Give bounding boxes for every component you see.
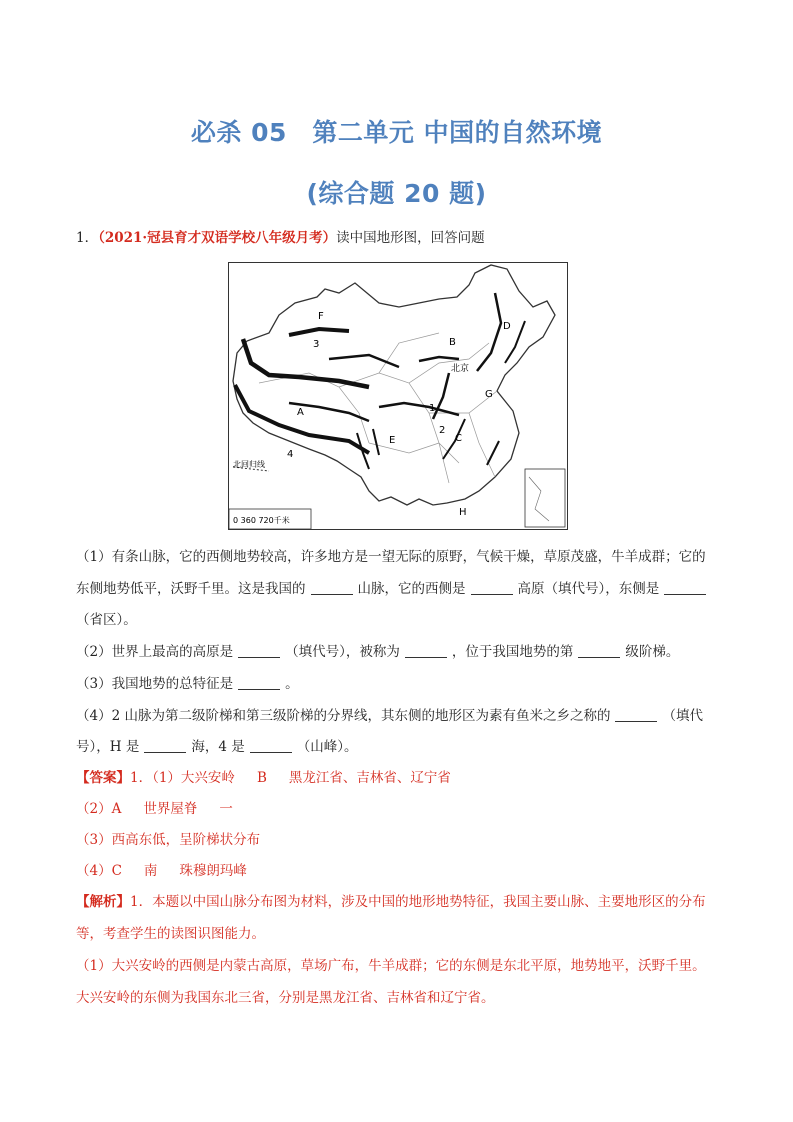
q4-text-e: （山峰）。 [296,739,358,755]
blank-field[interactable] [238,643,280,658]
map-label-2: 2 [439,425,446,436]
map-label-F: F [318,311,324,322]
blank-field[interactable] [250,738,292,753]
q1-text-a: 东侧地势低平，沃野千里。这是我国的 [76,581,306,597]
blank-field[interactable] [578,643,620,658]
answer-text: （2）A [76,801,122,817]
q4-text-a: （4）2 山脉为第二级阶梯和第三级阶梯的分界线，其东侧的地形区为素有鱼米之乡之称的 [76,708,611,724]
answer-text: 世界屋脊 [143,801,198,817]
answer-text: 珠穆朗玛峰 [179,863,247,879]
question-source: （2021·冠县育才双语学校八年级月考） [98,230,337,246]
blank-field[interactable] [405,643,447,658]
analysis-line1 [76,892,706,912]
map-label-3: 3 [313,339,320,350]
map-label-4: 4 [287,449,294,460]
q3-text-b: 。 [285,676,299,692]
q4-text-b: （填代 [662,708,703,724]
q2-text-a: （2）世界上最高的高原是 [76,644,234,660]
map-label-1: 1 [429,403,436,414]
answer-text: （4）C [76,863,122,879]
blank-field[interactable] [311,580,353,595]
analysis-line4: 大兴安岭的东侧为我国东北三省，分别是黑龙江省、吉林省和辽宁省。 [76,990,495,1006]
map-label-C: C [455,433,462,444]
blank-field[interactable] [238,675,280,690]
q1-line3: （省区）。 [76,612,137,628]
china-terrain-map [228,262,568,530]
answer-text: 南 [143,863,158,879]
answer-line2 [76,799,233,819]
analysis-line3: （1）大兴安岭的西侧是内蒙古高原，草场广布，牛羊成群；它的东侧是东北平原，地势地平，沃野千里。 [76,958,706,974]
blank-field[interactable] [664,580,706,595]
answer-tag: 【答案】 [76,770,130,786]
question-header [76,228,485,248]
question-number: 1． [76,230,99,246]
answer-text: 1．（1）大兴安岭 [130,770,235,786]
blank-field[interactable] [615,707,657,722]
q3-text-a: （3）我国地势的总特征是 [76,676,234,692]
answer-text: 一 [219,801,233,817]
map-label-G: G [485,389,493,400]
map-label-B: B [449,337,456,348]
map-label-beijing: 北京 [451,364,470,374]
answer-line4 [76,861,247,881]
question-prompt: 读中国地形图，回答问题 [336,230,485,246]
answer-line1 [76,768,451,788]
blank-field[interactable] [471,580,513,595]
q2-text-d: 级阶梯。 [625,644,680,660]
map-label-A: A [297,407,304,418]
q4-line1 [76,706,703,726]
q4-text-d: 海，4 是 [191,739,245,755]
map-label-H: H [459,507,467,518]
map-label-D: D [503,321,511,332]
page-title: 必杀 05 第二单元 中国的自然环境 [190,118,603,147]
page-subtitle: (综合题 20 题) [306,179,487,208]
answer-line3: （3）西高东低，呈阶梯状分布 [76,832,261,848]
analysis-text: 1．本题以中国山脉分布图为材料，涉及中国的地形地势特征，我国主要山脉、主要地形区的分布 [130,894,706,910]
q1-line1: （1）有条山脉，它的西侧地势较高，许多地方是一望无际的原野，气候干燥，草原茂盛，牛羊成群；它的 [76,549,706,565]
q2-text-c: ，位于我国地势的第 [451,644,574,660]
map-scale: 0 360 720千米 [233,516,290,525]
q1-text-b: 山脉，它的西侧是 [357,581,466,597]
answer-text: B [256,770,267,786]
answer-text: 黑龙江省、吉林省、辽宁省 [288,770,451,786]
q4-line2 [76,737,357,757]
q2-text-b: （填代号），被称为 [285,644,400,660]
q2-line [76,642,679,662]
q4-text-c: 号），H 是 [76,739,140,755]
map-label-tropic: 北回归线 [233,460,265,469]
map-label-E: E [389,435,396,446]
q3-line [76,674,299,694]
q1-line2 [76,579,711,599]
blank-field[interactable] [144,738,186,753]
map-drawing [229,263,567,529]
analysis-line2: 等，考查学生的读图识图能力。 [76,926,265,942]
analysis-tag: 【解析】 [76,894,130,910]
q1-text-c: 高原（填代号），东侧是 [517,581,660,597]
